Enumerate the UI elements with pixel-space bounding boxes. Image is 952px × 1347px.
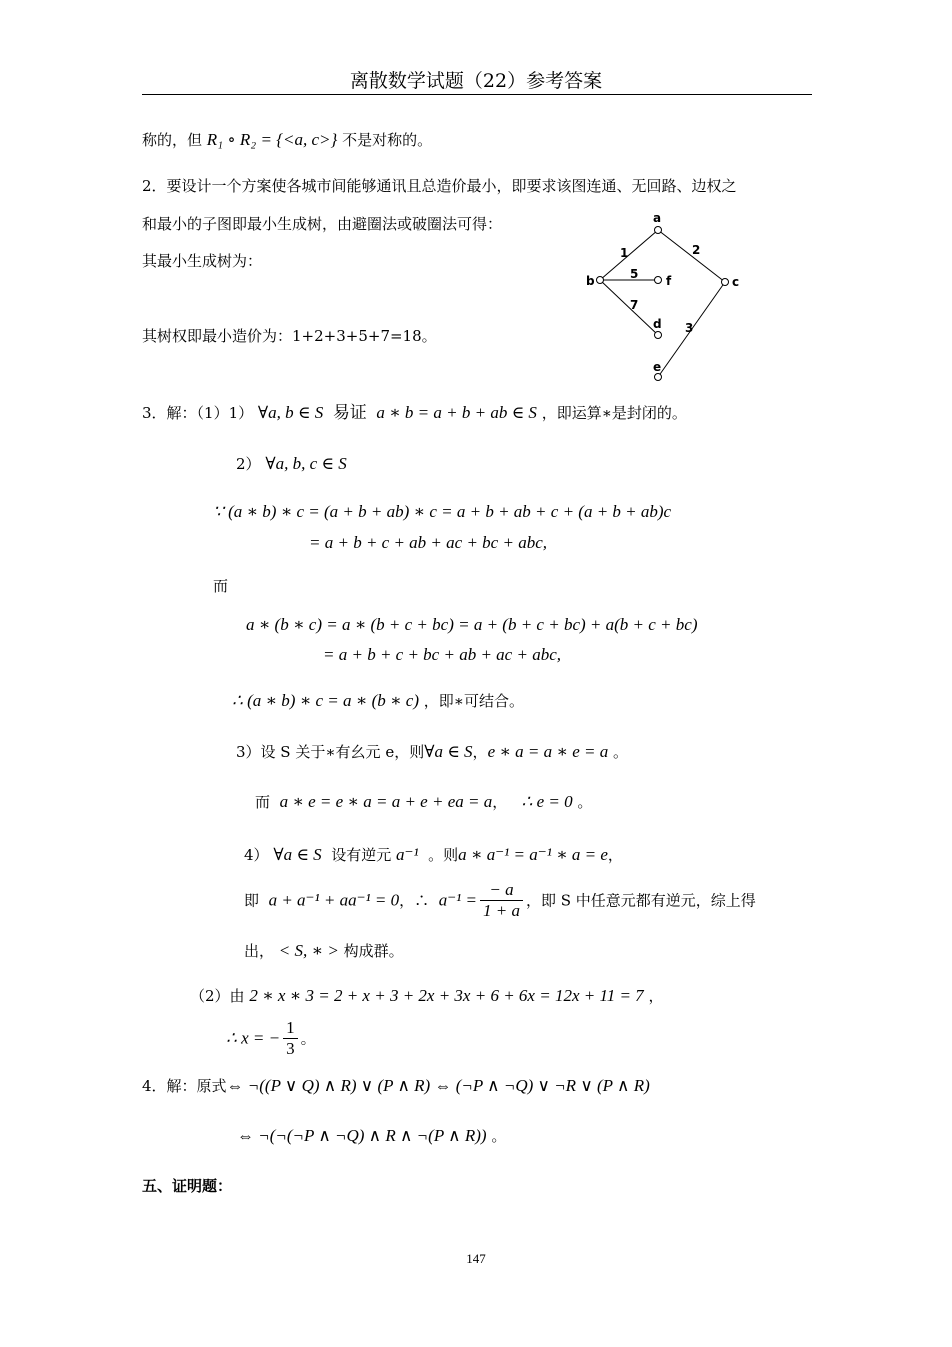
edge-weight-1: 1: [620, 246, 629, 260]
text: 不是对称的。: [342, 131, 433, 149]
problem-2-line-3: 其最小生成树为：: [142, 252, 263, 270]
edge-b-d: [600, 280, 658, 335]
node-label-f: f: [666, 274, 672, 288]
inverse-solution-line: [244, 880, 756, 921]
text: 易证: [332, 403, 367, 423]
header-rule: [142, 94, 812, 95]
text: 。: [491, 1127, 507, 1145]
math: ∀a ∈ S: [273, 845, 322, 864]
text: 。: [300, 1029, 316, 1048]
problem-4-line-1: [142, 1076, 650, 1096]
edge-a-b: [600, 230, 658, 280]
group-conclusion: [244, 941, 404, 961]
text: 构成群。: [343, 942, 404, 960]
equation-left-assoc-expanded: = a + b + c + ab + ac + bc + abc,: [309, 533, 547, 552]
inverse-fraction: [480, 880, 523, 921]
text: 。则: [428, 846, 459, 864]
node-d: [655, 332, 662, 339]
node-label-b: b: [586, 274, 595, 288]
math: a⁻¹ =: [438, 890, 477, 910]
math: ⇔ ¬(¬(¬P ∧ ¬Q) ∧ R ∧ ¬(P ∧ R)): [237, 1126, 487, 1145]
math-relation-composition: R₁ ∘ R₂ = {<a, c>}: [206, 130, 338, 149]
word-er: 而: [213, 577, 229, 595]
math: ∴ e = 0: [521, 792, 573, 811]
equation-right-assoc-expanded: = a + b + c + bc + ab + ac + abc,: [323, 645, 561, 664]
math: a⁻¹: [396, 845, 419, 864]
math: ∀a ∈ S: [424, 742, 473, 761]
fraction-denominator: 1 + a: [482, 901, 520, 920]
problem-2-line-1: 2．要设计一个方案使各城市间能够通讯且总造价最小，即要求该图连通、无回路、边权之: [142, 177, 737, 195]
math: a ∗ b = a + b + ab ∈ S: [376, 403, 537, 422]
text: 4．解：原式: [142, 1077, 227, 1095]
part-2-line: [190, 986, 663, 1006]
identity-solution-line: 而 a ∗ e = e ∗ a = a + e + ea = a， ∴ e = 0 。: [255, 792, 593, 811]
problem-2-line-4: 其树权即最小造价为：1+2+3+5+7=18。: [142, 327, 437, 345]
math: ∴ x = −: [226, 1028, 281, 1048]
problem-3-closure-line: [142, 403, 687, 423]
text: 设有逆元: [331, 846, 392, 864]
node-label-e: e: [653, 360, 662, 374]
text: ，即∗可结合。: [423, 692, 524, 710]
text: （2）由: [190, 987, 245, 1005]
section-heading-proofs: 五、证明题：: [142, 1177, 233, 1195]
text: ，∴: [399, 891, 430, 910]
node-label-c: c: [732, 275, 740, 289]
node-a: [655, 227, 662, 234]
inverse-line: [244, 845, 623, 865]
text: 。: [577, 793, 593, 811]
text: ，即运算∗是封闭的。: [541, 404, 687, 422]
math: a + a⁻¹ + aa⁻¹ = 0: [268, 890, 400, 910]
minimum-spanning-tree-diagram: [580, 205, 750, 390]
node-label-d: d: [653, 317, 662, 331]
math: ⇔ ¬((P ∨ Q) ∧ R) ∨ (P ∧ R) ⇔ (¬P ∧ ¬Q) ∨ ¬R ∨ (P ∧ R): [226, 1076, 650, 1095]
node-b: [597, 277, 604, 284]
fraction-denominator: 3: [286, 1039, 295, 1058]
text: 。: [613, 743, 629, 761]
edge-weight-2: 2: [692, 243, 701, 257]
text: 即: [244, 891, 260, 910]
text: 4）: [244, 846, 269, 864]
math: e ∗ a = a ∗ e = a: [487, 742, 609, 761]
problem-4-line-2: [237, 1126, 506, 1146]
text: 3）设 S 关于∗有幺元 e，则: [236, 743, 425, 761]
equation-left-assoc: ∵ (a ∗ b) ∗ c = (a + b + ab) ∗ c = a + b + ab + c + (a + b + ab)c: [213, 502, 672, 521]
text: 而: [255, 793, 271, 811]
solution-fraction: [283, 1018, 298, 1059]
math: 2 ∗ x ∗ 3 = 2 + x + 3 + 2x + 3x + 6 + 6x = 12x + 11 = 7: [249, 986, 644, 1005]
text: 出，: [244, 942, 275, 960]
problem-3-assoc-intro: [236, 454, 347, 474]
associativity-conclusion: [232, 691, 524, 711]
page-number: 147: [466, 1251, 486, 1266]
fraction-numerator: − a: [480, 880, 523, 901]
text: ，: [607, 846, 623, 864]
edge-weight-7: 7: [630, 298, 639, 312]
fraction-numerator: 1: [283, 1018, 298, 1039]
node-e: [655, 374, 662, 381]
edge-weight-3: 3: [685, 321, 694, 335]
math: a ∗ a⁻¹ = a⁻¹ ∗ a = e: [458, 845, 608, 864]
problem-2-line-2: 和最小的子图即最小生成树，由避圈法或破圈法可得：: [142, 215, 503, 233]
node-label-a: a: [653, 211, 662, 225]
equation-right-assoc: a ∗ (b ∗ c) = a ∗ (b + c + bc) = a + (b + c + bc) + a(b + c + bc): [246, 615, 698, 634]
text: 3．解：（1）1）: [142, 404, 254, 422]
edge-weight-5: 5: [630, 267, 639, 281]
math: < S, ∗ >: [278, 941, 339, 960]
identity-line: 3）设 S 关于∗有幺元 e，则∀a ∈ S，e ∗ a = a ∗ e = a 。: [236, 742, 629, 761]
math: ∴ (a ∗ b) ∗ c = a ∗ (b ∗ c): [232, 691, 419, 710]
math: ∀a, b, c ∈ S: [265, 454, 347, 473]
text: 2）: [236, 455, 261, 473]
node-f: [655, 277, 662, 284]
math: ∀a, b ∈ S: [257, 403, 324, 422]
node-c: [722, 279, 729, 286]
text: 称的，但: [142, 131, 203, 149]
part-2-solution: [226, 1018, 316, 1059]
math: a ∗ e = e ∗ a = a + e + ea = a: [279, 792, 493, 811]
text: ，即 S 中任意元都有逆元，综上得: [525, 891, 756, 910]
page-header-title: 离散数学试题（22）参考答案: [349, 70, 603, 92]
text: ，: [648, 987, 664, 1005]
paragraph-symmetry: [142, 130, 432, 150]
